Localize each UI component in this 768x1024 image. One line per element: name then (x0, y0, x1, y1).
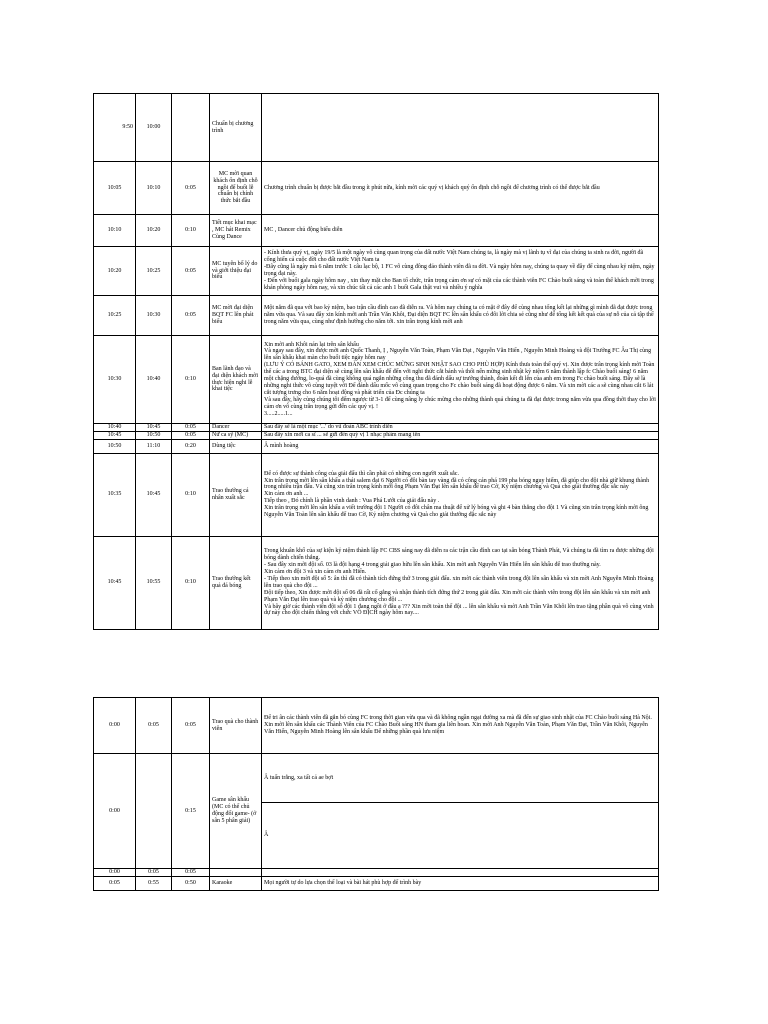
start-time: 10:50 (94, 439, 136, 453)
schedule-table-1 (93, 93, 659, 630)
duration: 0:15 (172, 754, 210, 869)
schedule-table-2 (93, 697, 659, 891)
table-row (94, 94, 659, 162)
segment-label: Karaoke (210, 876, 262, 890)
duration: 0:05 (172, 247, 210, 296)
end-time: 0:55 (136, 876, 172, 890)
start-time: 0:00 (94, 869, 136, 877)
segment-description: - Kính thưa quý vị, ngày 19/5 là một ngày vô cùng quan trọng của đất nước Việt Nam chúng ta, là ngày mà vị lãnh tụ vĩ đại của chúng ta sinh ra đời, người đã cống hiến cả cuộc đời cho đất nước Việt Nam ta -Đây cũng là ngày mà 6 năm trước 1 câu lạc bộ, 1 FC vô cùng đông đảo thành viên đã ra đời. Và ngày hôm nay, chúng ta quay về đây để cùng nhau kỷ niệm, ngày trọng đại này. - Đến với buổi gala ngày hôm nay , xin thay mặt cho Ban tổ chức, trân trọng cảm ơn sự có mặt của các thành viên FC Chào buổi sáng và toàn thể khách mời trong khán phòng ngày hôm nay, và xin chúc tất cả các anh 1 buổi Gala thật vui và nhiều ý nghĩa (262, 247, 659, 296)
duration: 0:10 (172, 215, 210, 247)
table-row (94, 162, 659, 215)
segment-label: Chuẩn bị chương trình (210, 94, 262, 162)
duration: 0:10 (172, 336, 210, 424)
end-time: 10:55 (136, 536, 172, 629)
end-time: 10:10 (136, 162, 172, 215)
duration: 0:05 (172, 296, 210, 336)
duration: 0:10 (172, 536, 210, 629)
start-time: 10:40 (94, 424, 136, 432)
segment-description (262, 869, 659, 877)
segment-description: Để có được sự thành công của giải đấu thì cần phải có những con người xuất sắc. Xin trân trọng mời lên sân khấu a thái salem đại 6 Người có đôi bàn tay vàng đã có công cán phá 199 pha bóng nguy hiểm, đã giúp cho đội nhà giữ khung thành trong nhiều trận đấu. Và cũng xin trân trọng kính mời ông Phạm Văn Đạt lên sân khấu để trao Cờ, Kỷ niệm chương và Quà cho giải thưởng đặc sắc này Xin cảm ơn anh ... Tiếp theo , Đó chính là phần vinh danh : Vua Phá Lưới của giải đấu này . Xin trân trọng mời lên sân khấu a viết trường đội 1 Người có đôi chân ma thuật để xử lý bóng và ghi 4 bàn thắng cho đội 1 Và cũng xin trân trọng kính mời ông Nguyễn Văn Toàn lên sân khấu để trao Cờ, Kỷ niệm chương và Quà cho giải thưởng đặc sắc này (262, 453, 659, 536)
start-time: 10:10 (94, 215, 136, 247)
table-row (94, 536, 659, 629)
end-time: 10:20 (136, 215, 172, 247)
segment-label: Trao thưởng cá nhân xuất sắc (210, 453, 262, 536)
segment-label (210, 869, 262, 877)
start-time: 10:30 (94, 336, 136, 424)
segment-label: MC mời đại diện BQT FC lên phát biểu (210, 296, 262, 336)
duration: 0:10 (172, 453, 210, 536)
game-note: Â tuấn trắng, xa tất cả ae bợt (262, 754, 658, 803)
table-row (94, 876, 659, 890)
table-row (94, 296, 659, 336)
end-time: 10:00 (136, 94, 172, 162)
segment-description: Một năm đã qua với bao kỷ niệm, bao trận cầu đỉnh cao đã diễn ra. Và hôm nay chúng ta có mặt ở đây để cùng nhau tổng kết lại những gì mình đã đạt được trong năm vừa qua. Và sau đây xin kính mời anh Trần Văn Khôi, Đại diện BQT FC lên sân khấu có đôi lời chia sẻ cũng như để tổng kết kết quả của sự nỗ của cả tập thể trong năm vừa qua, cùng như định hướng cho năm tới. xin trân trọng kính mời anh (262, 296, 659, 336)
end-time: 0:05 (136, 869, 172, 877)
segment-label: Dancer (210, 424, 262, 432)
duration: 0:05 (172, 424, 210, 432)
segment-description: MC , Dancer chủ động biểu diễn (262, 215, 659, 247)
segment-label: Tiết mục khai mạc , MC hát Remix Cùng Dance (210, 215, 262, 247)
table-row (94, 424, 659, 432)
end-time (136, 754, 172, 869)
table-row (94, 453, 659, 536)
start-time: 0:05 (94, 876, 136, 890)
table-row (94, 215, 659, 247)
table-row (94, 247, 659, 296)
segment-description: Mọi người tự do lựa chọn thể loại và bài hát phù hợp để trình bày (262, 876, 659, 890)
start-time: 9:50 (94, 94, 136, 162)
segment-description-cell (262, 754, 659, 869)
segment-description: Sau đây xin mời ca sĩ ... sẽ gửi đến quý vị 1 nhạc phẩm mang tên (262, 431, 659, 439)
start-time: 10:20 (94, 247, 136, 296)
segment-description: Â mình hoàng (262, 439, 659, 453)
end-time: 10:40 (136, 336, 172, 424)
end-time: 0:05 (136, 698, 172, 754)
start-time: 10:25 (94, 296, 136, 336)
end-time: 10:25 (136, 247, 172, 296)
segment-label: Dùng tiệc (210, 439, 262, 453)
duration (172, 94, 210, 162)
duration: 0:50 (172, 876, 210, 890)
start-time: 10:35 (94, 453, 136, 536)
duration: 0:05 (172, 869, 210, 877)
start-time: 10:05 (94, 162, 136, 215)
end-time: 10:30 (136, 296, 172, 336)
end-time: 10:50 (136, 431, 172, 439)
table-row (94, 869, 659, 877)
duration: 0:05 (172, 162, 210, 215)
duration: 0:20 (172, 439, 210, 453)
segment-description: Để tri ân các thành viên đã gắn bó cùng FC trong thời gian vừa qua và đã không ngần ngại đường xa mà đã đến sự giao sinh nhật của FC Chào buổi sáng Hà Nội. Xin mời lên sân khấu các Thành Viên của FC Chào Buổi sáng HN tham gia liên hoan. Xin mời Anh Nguyễn Văn Toàn, Phạm Văn Đạt, Trần Văn Khôi, Nguyễn Văn Hiển, Nguyễn Minh Hoàng lên sân khấu Để những phần quà lưu niệm (262, 698, 659, 754)
segment-label: Game sân khấu (MC có thể chủ động đổi game- (ở sân 5 phân giải) (210, 754, 262, 869)
start-time: 0:00 (94, 754, 136, 869)
segment-label: MC tuyên bố lý do và giới thiệu đại biểu (210, 247, 262, 296)
end-time: 11:10 (136, 439, 172, 453)
duration: 0:05 (172, 698, 210, 754)
table-row (94, 754, 659, 869)
end-time: 10:45 (136, 424, 172, 432)
end-time: 10:45 (136, 453, 172, 536)
segment-label: Ban lãnh đạo và đại diện khách mời thực hiện nghi lễ khai tiệc (210, 336, 262, 424)
table-row (94, 439, 659, 453)
start-time: 0:00 (94, 698, 136, 754)
duration: 0:05 (172, 431, 210, 439)
segment-description: Xin mời anh Khôi nán lại trên sân khấu Và ngay sau đây, xin được mời anh Quốc Thanh, Ị , Nguyễn Văn Toàn, Phạm Văn Đạt , Nguyễn Văn Hiển , Nguyễn Minh Hoàng và đội Trưởng FC Âu Thị cùng lên sân khấu khai màn cho buổi tiệc ngày hôm nay (LƯU Ý CÓ BÁNH GATO, XEM ĐÀN XEM CHÚC MỪNG SINH NHẬT SAO CHO PHÙ HỢP) Kính thưa toàn thể quý vị. Xin được trân trọng kính mời Toàn thể các a trong BTC đại diện sẽ cùng lên sân khấu để đến với nghi thức cắt bánh và thổi nến mừng sinh nhật kỷ niệm 6 năm thành lập fc Chào buổi sáng! 6 năm một chặng đường, lo-quá đã cùng không quá ngắn những công thu đã đánh dấu sự trưởng thành, đoàn kết đi lên của anh em trong Fc chào buổi sáng. Đây sẽ là những nghi thức vô cùng tuyệt vời Để đánh dấu mốc vô cùng quan trọng cho Fc chào buổi sáng đã hoạt động được 6 năm. Và xin mời các a sẽ cùng nhau cắt 6 lát cắt tượng trưng cho 6 năm hoạt động và phát triển của Đc chúng ta Và sau đây, hãy cùng chúng tôi đếm ngược từ 3-1 để cùng nâng ly chúc mừng cho những thành quả chúng ta đã đạt được trong năm vừa qua đồng thời thay cho lời cảm ơn vô cùng trân trọng gửi đến các quý vị. ! 3.....2.....1... (262, 336, 659, 424)
table-row (94, 431, 659, 439)
segment-description: Trong khuân khổ của sự kiện kỷ niệm thành lập FC CBS sáng nay đã diễn ra các trận cầu đỉnh cao tại sân bóng Thành Phát, Và chúng ta đã tìm ra được những đội bóng dành chiến thắng. - Sau đây xin mời đội số. 03 là đội hạng 4 trong giải giao hữu lên sân khấu. Xin mời anh Nguyễn Văn Hiển lên sân khấu để trao thưởng này. Xin cảm ơn đội 3 và xin cảm ơn anh Hiển. - Tiếp theo xin mời đội số 5: ân thì đã có thành tích đứng thứ 3 trong giải đấu. xin mời các thành viên trong đội lên sân khấu và xin mời Anh Nguyễn Minh Hoàng lên trao quà cho đội ... Đội tiếp theo, Xin được mời đội số 06 đã rất cố gắng và nhận thành tích đứng thứ 2 trong giải đấu. Xin mời các thành viên trong đội lên sân khấu và xin mời anh Phạm Văn Đạt lên trao quà và kỷ niệm chương cho đội ... Và bây giờ các thành viên đội số đội 1 đang ngồi ở đâu ạ ??? Xin mời toàn thể đội ... lên sân khấu và mời Anh Trần Văn Khôi lên trao tặng phần quà vô cùng vinh dự này cho đội chiến thắng với chức VÔ ĐỊCH ngày hôm nay.... (262, 536, 659, 629)
segment-description: Sau đây sẽ là một mục '...' do vũ đoàn ABC trình diễn (262, 424, 659, 432)
segment-label: Nữ ca sỹ (MC) (210, 431, 262, 439)
table-row (94, 698, 659, 754)
segment-label: Trao thưởng kết quả đá bóng (210, 536, 262, 629)
segment-label: MC mời quan khách ổn định chỗ ngồi để buổi lễ chuẩn bị chính thức bắt đầu (210, 162, 262, 215)
start-time: 10:45 (94, 431, 136, 439)
segment-description: Â (264, 832, 269, 839)
segment-description (262, 94, 659, 162)
segment-label: Trao quà cho thành viên (210, 698, 262, 754)
table-row (94, 336, 659, 424)
start-time: 10:45 (94, 536, 136, 629)
segment-description: Chương trình chuẩn bị được bắt đầu trong ít phút nữa, kính mời các quý vị khách quý ổn định chỗ ngồi để chương trình có thể được bắt đầu (262, 162, 659, 215)
